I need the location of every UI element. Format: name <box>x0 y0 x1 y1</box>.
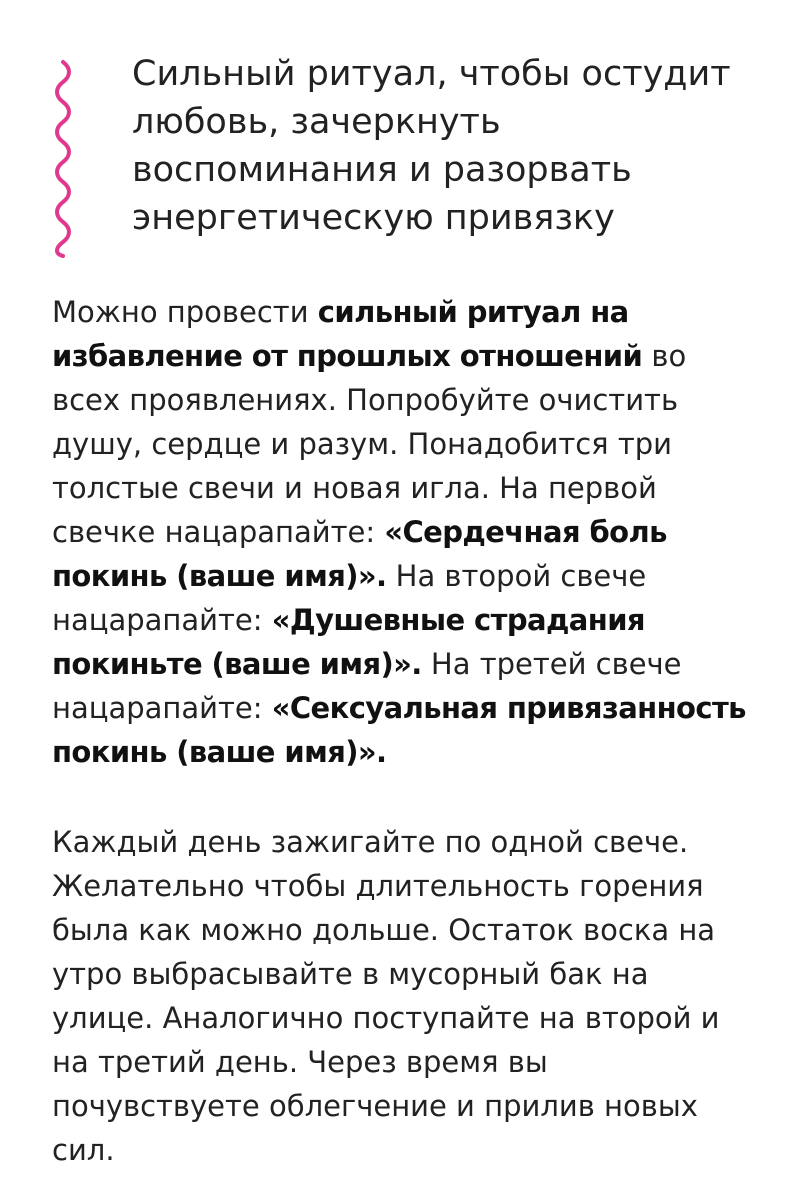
paragraph-text: Можно провести <box>52 295 318 329</box>
squiggle-icon <box>52 58 74 258</box>
highlight-first-candle: «Сердечная боль покинь (ваше имя)». <box>52 515 667 593</box>
paragraph-instructions: Каждый день зажигайте по одной свече. Желательно чтобы длительность горения была как можно дольше. Остаток воска на утро выбрасывайте в мусорный бак на улице. Аналогично поступайте на второй и на третий день. Через время вы почувствуете облегчение и прилив новых сил. <box>52 825 720 1167</box>
paragraph-text: На третей свече нацарапайте: <box>52 647 682 725</box>
highlight-third-candle: «Сексуальная привязанность покинь (ваше имя)». <box>52 691 746 769</box>
heading-block <box>52 50 752 260</box>
highlight-ritual: сильный ритуал на избавление от прошлых отношений <box>52 295 643 373</box>
paragraph-ritual <box>52 290 752 774</box>
paragraph-text: во всех проявлениях. Попробуйте очистить душу, сердце и разум. Понадобится три толстые свечи и новая игла. На первой свечке нацарапайте: <box>52 339 687 549</box>
paragraph-text: На второй свече нацарапайте: <box>52 559 647 637</box>
highlight-second-candle: «Душевные страдания покиньте (ваше имя)». <box>52 603 645 681</box>
article-title: Сильный ритуал, чтобы остудит любовь, зачеркнуть воспоминания и разорвать энергетическую привязку <box>132 54 731 238</box>
